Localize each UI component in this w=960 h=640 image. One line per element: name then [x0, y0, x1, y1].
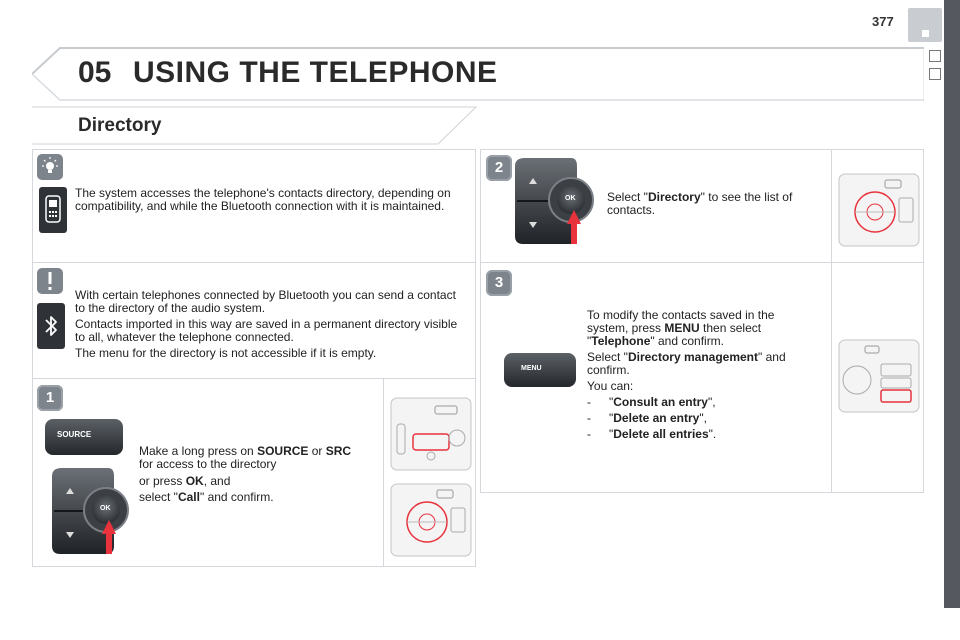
menu-button-illustration	[504, 353, 576, 387]
step-1-badge: 1	[37, 385, 63, 411]
phone-icon	[39, 187, 67, 233]
console-thumbnail-menu	[835, 336, 921, 416]
right-edge-bar	[944, 0, 960, 608]
bluetooth-icon	[37, 303, 65, 349]
info-text: The system accesses the telephone's contacts directory, depending on compatibility, and while the Bluetooth connection with it is maintained.	[75, 186, 451, 213]
warning-para-2: Contacts imported in this way are saved in a permanent directory visible to all, whatever the telephone connected.	[75, 317, 458, 344]
menu-button-label: MENU	[521, 365, 542, 372]
step-2-badge: 2	[486, 155, 512, 181]
exclamation-icon	[37, 268, 63, 294]
lightbulb-icon	[37, 154, 63, 180]
ok-dial-illustration-1	[48, 468, 130, 554]
source-button-label: SOURCE	[57, 430, 92, 439]
list-item: - "Consult an entry",	[587, 395, 716, 409]
section-title: Directory	[78, 115, 162, 136]
warning-text	[75, 289, 467, 363]
console-thumbnail-ok-2	[835, 170, 921, 250]
warning-para-3: The menu for the directory is not accessible if it is empty.	[75, 346, 377, 360]
warning-para-1: With certain telephones connected by Bluetooth you can send a contact to the directory of the audio system.	[75, 288, 456, 315]
console-thumbnail-ok	[387, 480, 473, 560]
step-1-text: Make a long press on SOURCE or SRC for access to the directory or press OK, and select "Call" and confirm.	[139, 444, 352, 504]
side-checkbox-2	[929, 68, 941, 80]
step-2-text: Select "Directory" to see the list of contacts.	[607, 190, 793, 217]
page-number: 377	[872, 14, 894, 29]
side-checkbox-1	[929, 50, 941, 62]
console-thumbnail-source	[387, 394, 473, 474]
step-3-text: To modify the contacts saved in the system, press MENU then select "Telephone" and confirm. Select "Directory management" and confirm. You can: - "Consult an entry", - "Delete an entry", - "Delete all entries".	[587, 309, 827, 444]
chapter-title: USING THE TELEPHONE	[133, 56, 498, 89]
chapter-number: 05	[78, 56, 112, 89]
step-3-badge: 3	[486, 270, 512, 296]
page-corner-tab	[908, 8, 942, 42]
ok-dial-illustration-2	[513, 158, 595, 244]
list-item: - "Delete an entry",	[587, 411, 707, 425]
list-item: - "Delete all entries".	[587, 427, 717, 441]
source-button-illustration	[45, 417, 123, 457]
ok-label-2: OK	[565, 195, 576, 202]
ok-label-1: OK	[100, 505, 111, 512]
